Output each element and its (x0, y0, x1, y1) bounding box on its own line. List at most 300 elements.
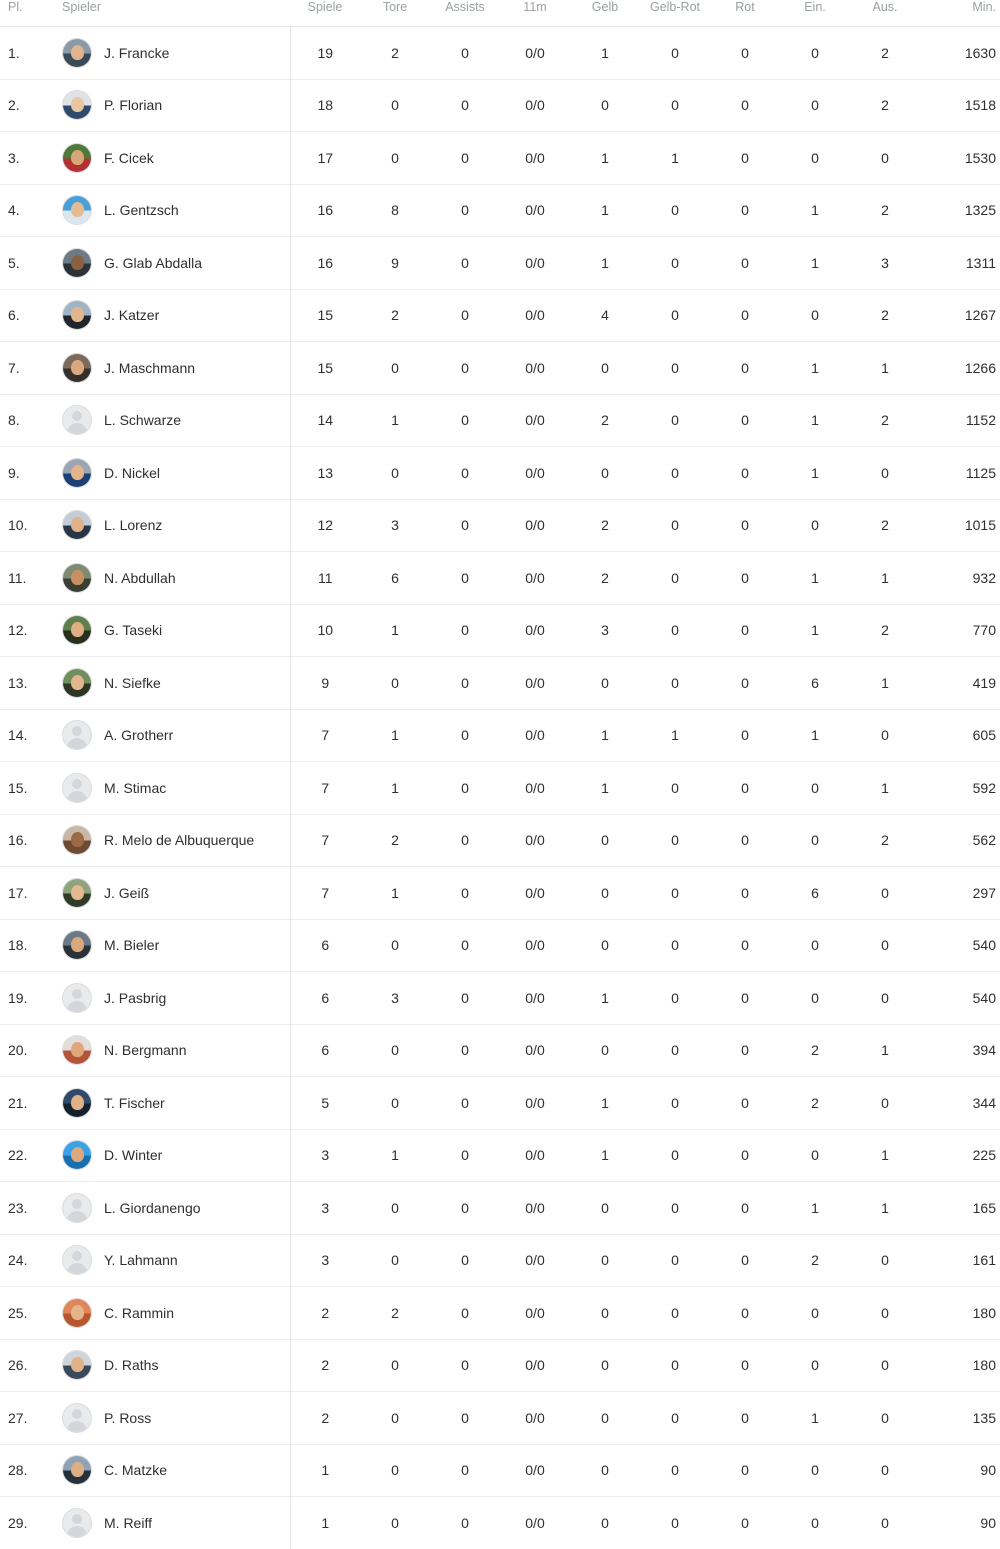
player-entry[interactable] (62, 1193, 289, 1223)
red-cell: 0 (710, 1444, 780, 1497)
player-entry[interactable] (62, 1245, 289, 1275)
assists-cell: 0 (430, 814, 500, 867)
yellow-red-cell: 0 (640, 394, 710, 447)
minutes-cell: 1325 (920, 184, 1000, 237)
table-row[interactable] (0, 1497, 1000, 1549)
red-cell: 0 (710, 79, 780, 132)
red-cell: 0 (710, 394, 780, 447)
penalty-cell: 0/0 (500, 1129, 570, 1182)
yellow-cell: 0 (570, 814, 640, 867)
red-cell: 0 (710, 867, 780, 920)
avatar (62, 195, 92, 225)
player-cell[interactable] (54, 237, 290, 290)
table-row[interactable] (0, 972, 1000, 1025)
player-entry[interactable] (62, 1508, 289, 1538)
player-name[interactable]: M. Reiff (104, 1514, 152, 1531)
rank-cell: 18. (0, 919, 54, 972)
player-name[interactable]: Y. Lahmann (104, 1252, 178, 1269)
penalty-cell: 0/0 (500, 499, 570, 552)
column-header-player[interactable]: Spieler (62, 0, 101, 14)
games-cell: 1 (290, 1497, 360, 1549)
minutes-cell: 1152 (920, 394, 1000, 447)
minutes-cell: 419 (920, 657, 1000, 710)
rank-cell: 13. (0, 657, 54, 710)
player-cell[interactable] (54, 762, 290, 815)
rank-cell: 23. (0, 1182, 54, 1235)
substitute-out-cell: 2 (850, 184, 920, 237)
rank-cell: 15. (0, 762, 54, 815)
minutes-cell: 1015 (920, 499, 1000, 552)
penalty-cell: 0/0 (500, 27, 570, 80)
player-name[interactable]: L. Giordanengo (104, 1199, 201, 1216)
games-cell: 3 (290, 1129, 360, 1182)
player-name[interactable]: L. Schwarze (104, 412, 182, 429)
substitute-in-cell: 0 (780, 1339, 850, 1392)
avatar (62, 1350, 92, 1380)
player-name[interactable]: D. Nickel (104, 464, 161, 481)
yellow-cell: 0 (570, 1339, 640, 1392)
red-cell: 0 (710, 972, 780, 1025)
yellow-cell: 0 (570, 657, 640, 710)
player-entry[interactable] (62, 195, 289, 225)
column-header-penalty[interactable]: 11m (523, 0, 547, 14)
avatar (62, 720, 92, 750)
goals-cell: 8 (360, 184, 430, 237)
yellow-cell: 1 (570, 1129, 640, 1182)
games-cell: 7 (290, 867, 360, 920)
player-name[interactable]: J. Francke (104, 44, 170, 61)
avatar (62, 1455, 92, 1485)
player-cell[interactable] (54, 499, 290, 552)
table-row[interactable] (0, 1234, 1000, 1287)
table-row[interactable] (0, 1392, 1000, 1445)
games-cell: 9 (290, 657, 360, 710)
minutes-cell: 1266 (920, 342, 1000, 395)
yellow-red-cell: 0 (640, 1182, 710, 1235)
player-entry[interactable] (62, 930, 289, 960)
assists-cell: 0 (430, 1497, 500, 1549)
avatar (62, 1245, 92, 1275)
player-name[interactable]: F. Cicek (104, 149, 154, 166)
red-cell: 0 (710, 657, 780, 710)
substitute-in-cell: 0 (780, 1129, 850, 1182)
player-cell[interactable] (54, 1444, 290, 1497)
red-cell: 0 (710, 27, 780, 80)
minutes-cell: 1530 (920, 132, 1000, 185)
avatar (62, 1403, 92, 1433)
yellow-red-cell: 0 (640, 1497, 710, 1549)
minutes-cell: 90 (920, 1444, 1000, 1497)
table-row[interactable] (0, 1129, 1000, 1182)
player-cell[interactable] (54, 1392, 290, 1445)
player-cell[interactable] (54, 342, 290, 395)
player-cell[interactable] (54, 604, 290, 657)
goals-cell: 1 (360, 762, 430, 815)
avatar (62, 90, 92, 120)
player-entry[interactable] (62, 248, 289, 278)
player-name[interactable]: N. Bergmann (104, 1042, 187, 1059)
player-cell[interactable] (54, 1287, 290, 1340)
player-entry[interactable] (62, 1403, 289, 1433)
red-cell: 0 (710, 1024, 780, 1077)
substitute-out-cell: 0 (850, 1234, 920, 1287)
penalty-cell: 0/0 (500, 1077, 570, 1130)
table-row[interactable] (0, 552, 1000, 605)
table-row[interactable] (0, 499, 1000, 552)
red-cell: 0 (710, 1497, 780, 1549)
yellow-cell: 1 (570, 762, 640, 815)
assists-cell: 0 (430, 394, 500, 447)
column-header-rank[interactable]: Pl. (8, 0, 23, 14)
games-cell: 17 (290, 132, 360, 185)
yellow-red-cell: 0 (640, 447, 710, 500)
avatar (62, 1508, 92, 1538)
rank-cell: 9. (0, 447, 54, 500)
substitute-in-cell: 0 (780, 1444, 850, 1497)
table-row[interactable] (0, 657, 1000, 710)
player-entry[interactable] (62, 458, 289, 488)
penalty-cell: 0/0 (500, 919, 570, 972)
assists-cell: 0 (430, 552, 500, 605)
assists-cell: 0 (430, 27, 500, 80)
table-row[interactable] (0, 1024, 1000, 1077)
player-entry[interactable] (62, 1088, 289, 1118)
player-cell[interactable] (54, 972, 290, 1025)
goals-cell: 1 (360, 604, 430, 657)
player-cell[interactable] (54, 184, 290, 237)
substitute-in-cell: 0 (780, 814, 850, 867)
games-cell: 16 (290, 237, 360, 290)
minutes-cell: 932 (920, 552, 1000, 605)
goals-cell: 1 (360, 867, 430, 920)
red-cell: 0 (710, 1392, 780, 1445)
table-row[interactable] (0, 1444, 1000, 1497)
substitute-out-cell: 2 (850, 604, 920, 657)
substitute-out-cell: 0 (850, 447, 920, 500)
player-name[interactable]: M. Bieler (104, 937, 160, 954)
games-cell: 12 (290, 499, 360, 552)
table-row[interactable] (0, 867, 1000, 920)
rank-cell: 25. (0, 1287, 54, 1340)
goals-cell: 2 (360, 289, 430, 342)
minutes-cell: 180 (920, 1339, 1000, 1392)
player-entry[interactable] (62, 405, 289, 435)
assists-cell: 0 (430, 972, 500, 1025)
table-row[interactable] (0, 709, 1000, 762)
goals-cell: 0 (360, 1024, 430, 1077)
red-cell: 0 (710, 814, 780, 867)
player-name[interactable]: N. Siefke (104, 674, 161, 691)
player-entry[interactable] (62, 143, 289, 173)
player-cell[interactable] (54, 132, 290, 185)
substitute-in-cell: 1 (780, 394, 850, 447)
goals-cell: 0 (360, 1392, 430, 1445)
column-header-assists[interactable]: Assists (445, 0, 485, 14)
player-entry[interactable] (62, 90, 289, 120)
player-entry[interactable] (62, 38, 289, 68)
goals-cell: 0 (360, 919, 430, 972)
games-cell: 6 (290, 919, 360, 972)
rank-cell: 27. (0, 1392, 54, 1445)
player-cell[interactable] (54, 1024, 290, 1077)
avatar (62, 1088, 92, 1118)
player-name[interactable]: L. Lorenz (104, 517, 163, 534)
yellow-cell: 1 (570, 27, 640, 80)
player-name[interactable]: C. Rammin (104, 1304, 175, 1321)
penalty-cell: 0/0 (500, 762, 570, 815)
rank-cell: 19. (0, 972, 54, 1025)
player-entry[interactable] (62, 563, 289, 593)
player-entry[interactable] (62, 825, 289, 855)
penalty-cell: 0/0 (500, 1182, 570, 1235)
player-cell[interactable] (54, 447, 290, 500)
yellow-red-cell: 0 (640, 184, 710, 237)
player-name[interactable]: J. Katzer (104, 307, 160, 324)
avatar (62, 930, 92, 960)
table-header (0, 0, 1000, 27)
rank-cell: 11. (0, 552, 54, 605)
player-cell[interactable] (54, 1077, 290, 1130)
goals-cell: 0 (360, 657, 430, 710)
avatar (62, 983, 92, 1013)
penalty-cell: 0/0 (500, 1287, 570, 1340)
table-row[interactable] (0, 237, 1000, 290)
player-name[interactable]: D. Raths (104, 1357, 159, 1374)
table-row[interactable] (0, 132, 1000, 185)
player-entry[interactable] (62, 510, 289, 540)
table-row[interactable] (0, 762, 1000, 815)
games-cell: 3 (290, 1182, 360, 1235)
column-header-goals[interactable]: Tore (382, 0, 408, 14)
substitute-out-cell: 2 (850, 394, 920, 447)
player-cell[interactable] (54, 27, 290, 80)
player-name[interactable]: C. Matzke (104, 1462, 168, 1479)
penalty-cell: 0/0 (500, 552, 570, 605)
table-row[interactable] (0, 1077, 1000, 1130)
games-cell: 6 (290, 1024, 360, 1077)
substitute-out-cell: 2 (850, 814, 920, 867)
table-row[interactable] (0, 1287, 1000, 1340)
assists-cell: 0 (430, 867, 500, 920)
yellow-cell: 0 (570, 79, 640, 132)
column-header-minutes[interactable]: Min. (972, 0, 996, 14)
rank-cell: 26. (0, 1339, 54, 1392)
player-name[interactable]: A. Grotherr (104, 727, 174, 744)
red-cell: 0 (710, 762, 780, 815)
games-cell: 18 (290, 79, 360, 132)
avatar (62, 300, 92, 330)
penalty-cell: 0/0 (500, 342, 570, 395)
player-cell[interactable] (54, 657, 290, 710)
player-name[interactable]: T. Fischer (104, 1094, 165, 1111)
yellow-cell: 0 (570, 1234, 640, 1287)
assists-cell: 0 (430, 447, 500, 500)
player-entry[interactable] (62, 773, 289, 803)
penalty-cell: 0/0 (500, 1392, 570, 1445)
yellow-red-cell: 0 (640, 867, 710, 920)
substitute-out-cell: 1 (850, 1182, 920, 1235)
player-name[interactable]: D. Winter (104, 1147, 163, 1164)
rank-cell: 2. (0, 79, 54, 132)
column-header-yellow[interactable]: Gelb (591, 0, 619, 14)
player-cell[interactable] (54, 1497, 290, 1549)
red-cell: 0 (710, 499, 780, 552)
player-cell[interactable] (54, 552, 290, 605)
avatar (62, 1193, 92, 1223)
player-entry[interactable] (62, 353, 289, 383)
player-name[interactable]: G. Glab Abdalla (104, 254, 203, 271)
player-cell[interactable] (54, 709, 290, 762)
yellow-red-cell: 0 (640, 342, 710, 395)
substitute-in-cell: 0 (780, 762, 850, 815)
player-entry[interactable] (62, 878, 289, 908)
goals-cell: 1 (360, 394, 430, 447)
red-cell: 0 (710, 184, 780, 237)
table-row[interactable] (0, 27, 1000, 80)
player-name[interactable]: R. Melo de Albuquerque (104, 832, 255, 849)
substitute-in-cell: 1 (780, 1392, 850, 1445)
substitute-in-cell: 1 (780, 709, 850, 762)
assists-cell: 0 (430, 762, 500, 815)
player-entry[interactable] (62, 300, 289, 330)
minutes-cell: 1125 (920, 447, 1000, 500)
goals-cell: 0 (360, 1234, 430, 1287)
player-entry[interactable] (62, 1455, 289, 1485)
goals-cell: 0 (360, 79, 430, 132)
player-cell[interactable] (54, 867, 290, 920)
avatar (62, 878, 92, 908)
red-cell: 0 (710, 237, 780, 290)
player-name[interactable]: M. Stimac (104, 779, 167, 796)
player-name[interactable]: J. Geiß (104, 884, 150, 901)
player-entry[interactable] (62, 1035, 289, 1065)
player-cell[interactable] (54, 289, 290, 342)
penalty-cell: 0/0 (500, 1497, 570, 1549)
column-header-games[interactable]: Spiele (307, 0, 343, 14)
player-entry[interactable] (62, 1140, 289, 1170)
player-cell[interactable] (54, 1129, 290, 1182)
player-cell[interactable] (54, 919, 290, 972)
substitute-in-cell: 0 (780, 972, 850, 1025)
substitute-out-cell: 0 (850, 132, 920, 185)
player-name[interactable]: L. Gentzsch (104, 202, 179, 219)
table-row[interactable] (0, 1339, 1000, 1392)
penalty-cell: 0/0 (500, 972, 570, 1025)
player-name[interactable]: G. Taseki (104, 622, 163, 639)
rank-cell: 6. (0, 289, 54, 342)
minutes-cell: 770 (920, 604, 1000, 657)
rank-cell: 5. (0, 237, 54, 290)
player-entry[interactable] (62, 1350, 289, 1380)
player-cell[interactable] (54, 814, 290, 867)
player-entry[interactable] (62, 983, 289, 1013)
minutes-cell: 562 (920, 814, 1000, 867)
games-cell: 10 (290, 604, 360, 657)
minutes-cell: 592 (920, 762, 1000, 815)
player-cell[interactable] (54, 1339, 290, 1392)
assists-cell: 0 (430, 1182, 500, 1235)
player-cell[interactable] (54, 79, 290, 132)
column-header-red[interactable]: Rot (735, 0, 755, 14)
goals-cell: 9 (360, 237, 430, 290)
yellow-cell: 3 (570, 604, 640, 657)
player-name[interactable]: J. Maschmann (104, 359, 196, 376)
substitute-out-cell: 3 (850, 237, 920, 290)
rank-cell: 14. (0, 709, 54, 762)
player-entry[interactable] (62, 615, 289, 645)
substitute-out-cell: 0 (850, 1497, 920, 1549)
yellow-cell: 1 (570, 132, 640, 185)
goals-cell: 3 (360, 499, 430, 552)
player-entry[interactable] (62, 720, 289, 750)
yellow-cell: 1 (570, 709, 640, 762)
player-name[interactable]: P. Ross (104, 1409, 152, 1426)
yellow-red-cell: 0 (640, 972, 710, 1025)
column-header-yellow-red[interactable]: Gelb-Rot (649, 0, 701, 14)
table-row[interactable] (0, 184, 1000, 237)
yellow-red-cell: 0 (640, 552, 710, 605)
minutes-cell: 1267 (920, 289, 1000, 342)
table-row[interactable] (0, 342, 1000, 395)
assists-cell: 0 (430, 1129, 500, 1182)
player-name[interactable]: N. Abdullah (104, 569, 176, 586)
player-entry[interactable] (62, 1298, 289, 1328)
games-cell: 16 (290, 184, 360, 237)
yellow-cell: 2 (570, 499, 640, 552)
substitute-in-cell: 1 (780, 447, 850, 500)
table-row[interactable] (0, 1182, 1000, 1235)
red-cell: 0 (710, 132, 780, 185)
rank-cell: 24. (0, 1234, 54, 1287)
player-cell[interactable] (54, 1234, 290, 1287)
player-entry[interactable] (62, 668, 289, 698)
table-row[interactable] (0, 79, 1000, 132)
yellow-red-cell: 0 (640, 657, 710, 710)
player-name[interactable]: J. Pasbrig (104, 989, 167, 1006)
minutes-cell: 344 (920, 1077, 1000, 1130)
substitute-out-cell: 0 (850, 972, 920, 1025)
table-row[interactable] (0, 289, 1000, 342)
column-header-in[interactable]: Ein. (804, 0, 826, 14)
table-row[interactable] (0, 394, 1000, 447)
avatar (62, 510, 92, 540)
player-name[interactable]: P. Florian (104, 97, 163, 114)
goals-cell: 2 (360, 1287, 430, 1340)
minutes-cell: 90 (920, 1497, 1000, 1549)
minutes-cell: 540 (920, 972, 1000, 1025)
goals-cell: 2 (360, 814, 430, 867)
table-row[interactable] (0, 447, 1000, 500)
penalty-cell: 0/0 (500, 657, 570, 710)
player-cell[interactable] (54, 1182, 290, 1235)
table-header-row (0, 0, 1000, 27)
red-cell: 0 (710, 1129, 780, 1182)
column-header-out[interactable]: Aus. (872, 0, 898, 14)
substitute-in-cell: 1 (780, 1182, 850, 1235)
substitute-out-cell: 0 (850, 1339, 920, 1392)
player-cell[interactable] (54, 394, 290, 447)
avatar (62, 773, 92, 803)
avatar (62, 38, 92, 68)
games-cell: 7 (290, 814, 360, 867)
table-row[interactable] (0, 604, 1000, 657)
table-row[interactable] (0, 814, 1000, 867)
avatar (62, 248, 92, 278)
yellow-red-cell: 0 (640, 814, 710, 867)
substitute-in-cell: 1 (780, 184, 850, 237)
table-row[interactable] (0, 919, 1000, 972)
assists-cell: 0 (430, 132, 500, 185)
